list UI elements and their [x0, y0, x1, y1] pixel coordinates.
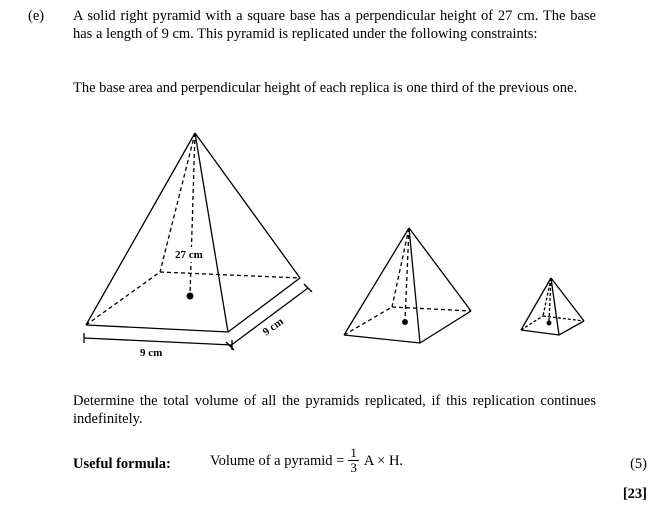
pyramid-volume-formula [210, 446, 403, 475]
one-third-fraction [348, 446, 359, 475]
pyramid-small [521, 278, 584, 335]
base-label: 9 cm [140, 347, 163, 359]
formula-label: Useful formula: [73, 456, 171, 472]
fraction-numerator: 1 [350, 445, 357, 460]
formula-suffix: A × H. [363, 452, 404, 469]
question-intro: A solid right pyramid with a square base has a perpendicular height of 27 cm. The base has a length of 9 cm. This pyramid is replicated under the following constraints: [73, 8, 596, 42]
fraction-denominator: 3 [350, 460, 357, 475]
question-task: Determine the total volume of all the pyramids replicated, if this replication continues indefinitely. [73, 393, 596, 427]
total-marks: [23] [622, 486, 647, 502]
replication-constraint: The base area and perpendicular height of each replica is one third of the previous one. [73, 80, 578, 96]
formula-prefix: Volume of a pyramid = [210, 452, 345, 469]
height-label: 27 cm [175, 249, 203, 261]
side-label: 9 cm [260, 315, 286, 339]
pyramid-medium [344, 228, 471, 343]
marks: (5) [630, 456, 647, 472]
question-part-label: (e) [28, 8, 45, 24]
